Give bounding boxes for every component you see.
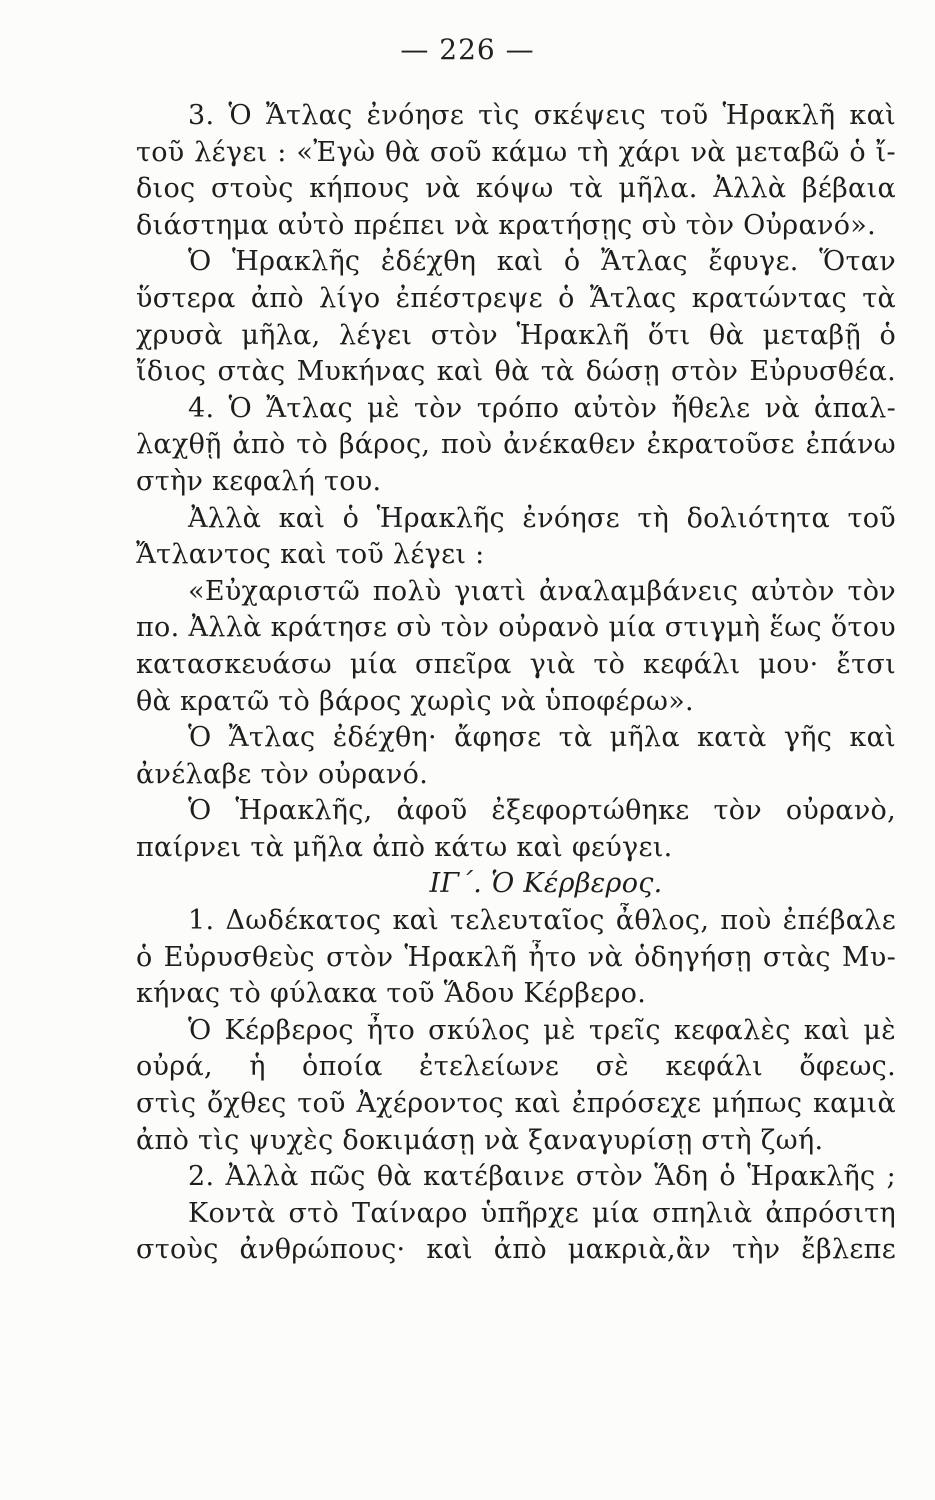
text-line: κατασκευάσω μία σπεῖρα γιὰ τὸ κεφάλι μου· ἔτσι: [136, 648, 896, 680]
text-line: Κοντὰ στὸ Ταίναρο ὑπῆρχε μία σπηλιὰ ἀπρόσιτη: [188, 1197, 896, 1229]
text-line: ὕστερα ἀπὸ λίγο ἐπέστρεψε ὁ Ἄτλας κρατώντας τὰ: [136, 282, 896, 314]
text-line: ἀπὸ τὶς ψυχὲς δοκιμάσῃ νὰ ξαναγυρίσῃ στὴ ζωή.: [136, 1124, 824, 1156]
text-line: παίρνει τὰ μῆλα ἀπὸ κάτω καὶ φεύγει.: [136, 831, 673, 863]
text-line: στὶς ὄχθες τοῦ Ἀχέροντος καὶ ἐπρόσεχε μήπως καμιὰ: [136, 1088, 896, 1120]
text-line: 3. Ὁ Ἄτλας ἐνόησε τὶς σκέψεις τοῦ Ἡρακλῆ καὶ: [188, 100, 896, 131]
text-line: διάστημα αὐτὸ πρέπει νὰ κρατήσῃς σὺ τὸν Οὐρανό».: [136, 209, 876, 241]
text-line: Ὁ Κέρβερος ἦτο σκύλος μὲ τρεῖς κεφαλὲς καὶ μὲ: [188, 1014, 896, 1046]
text-line: Ὁ Ἡρακλῆς ἐδέχθη καὶ ὁ Ἄτλας ἔφυγε. Ὅταν: [188, 246, 896, 278]
text-line: 1. Δωδέκατος καὶ τελευταῖος ἆθλος, ποὺ ἐπέβαλε: [188, 905, 896, 937]
page-number: — 226 —: [400, 33, 535, 66]
text-line: 2. Ἀλλὰ πῶς θὰ κατέβαινε στὸν Ἅδη ὁ Ἡρακλῆς ;: [188, 1161, 896, 1193]
text-line: ἀνέλαβε τὸν οὐρανό.: [136, 758, 429, 790]
text-line: ἴδιος στὰς Μυκήνας καὶ θὰ τὰ δώσῃ στὸν Εὐρυσθέα.: [136, 356, 896, 388]
text-line: 4. Ὁ Ἄτλας μὲ τὸν τρόπο αὐτὸν ἤθελε νὰ ἀπαλ-: [188, 392, 896, 424]
text-line: λαχθῇ ἀπὸ τὸ βάρος, ποὺ ἀνέκαθεν ἐκρατοῦσε ἐπάνω: [136, 429, 896, 461]
text-line: θὰ κρατῶ τὸ βάρος χωρὶς νὰ ὑποφέρω».: [136, 685, 694, 717]
text-line: στὴν κεφαλή του.: [136, 465, 382, 497]
text-line: στοὺς ἀνθρώπους· καὶ ἀπὸ μακριὰ,ἂν τὴν ἔβλεπε: [136, 1234, 896, 1266]
text-line: «Εὐχαριστῶ πολὺ γιατὶ ἀναλαμβάνεις αὐτὸν τὸν: [188, 575, 896, 607]
text-line: Ἄτλαντος καὶ τοῦ λέγει :: [136, 539, 485, 571]
text-line: Ἀλλὰ καὶ ὁ Ἡρακλῆς ἐνόησε τὴ δολιότητα τοῦ: [188, 502, 896, 534]
text-line: ὁ Εὐρυσθεὺς στὸν Ἡρακλῆ ἦτο νὰ ὁδηγήσῃ στὰς Μυ-: [136, 941, 896, 973]
text-line: πο. Ἀλλὰ κράτησε σὺ τὸν οὐρανὸ μία στιγμὴ ἕως ὅτου: [136, 612, 896, 644]
text-line: χρυσὰ μῆλα, λέγει στὸν Ἡρακλῆ ὅτι θὰ μεταβῇ ὁ: [136, 319, 896, 351]
page-body-text: [136, 98, 896, 1269]
text-line: τοῦ λέγει : «Ἐγὼ θὰ σοῦ κάμω τὴ χάρι νὰ μεταβῶ ὁ ἴ-: [136, 136, 896, 168]
text-line: Ὁ Ἡρακλῆς, ἀφοῦ ἐξεφορτώθηκε τὸν οὐρανὸ,: [188, 795, 896, 827]
text-line: Ὁ Ἄτλας ἐδέχθη· ἄφησε τὰ μῆλα κατὰ γῆς καὶ: [188, 722, 896, 754]
text-line: διος στοὺς κήπους νὰ κόψω τὰ μῆλα. Ἀλλὰ βέβαια: [136, 173, 896, 205]
section-heading: ΙΓ΄. Ὁ Κέρβερος.: [429, 868, 663, 900]
text-line: οὐρά, ἡ ὁποία ἐτελείωνε σὲ κεφάλι ὄφεως.: [136, 1051, 896, 1083]
text-line: κήνας τὸ φύλακα τοῦ Ἅδου Κέρβερο.: [136, 978, 647, 1010]
